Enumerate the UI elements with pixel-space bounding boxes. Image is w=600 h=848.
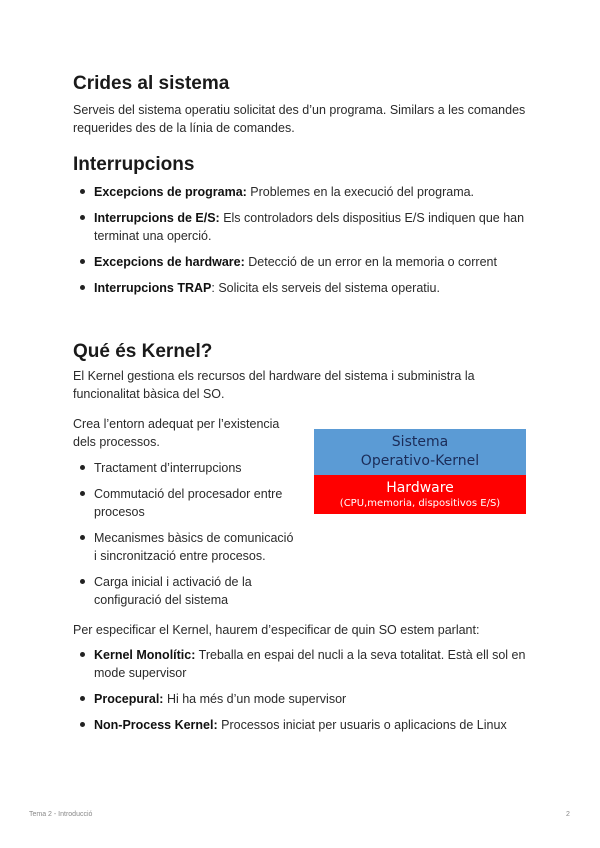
list-item-text: : Solicita els serveis del sistema operatiu.: [211, 281, 440, 295]
list-item-text: Els controladors dels dispositius E/S indiquen que han: [219, 211, 525, 225]
heading-crides-al-sistema: Crides al sistema: [73, 73, 230, 94]
list-item: [73, 253, 533, 271]
list-item-term: Procepural:: [94, 692, 164, 706]
list-item-term: Interrupcions de E/S:: [94, 211, 220, 225]
kernel-types-list: [73, 646, 533, 734]
list-item-text: Treballa en espai del nucli a la seva totalitat. Està ell sol en: [195, 648, 526, 662]
list-item: [73, 485, 298, 521]
list-item-text-continued: mode supervisor: [94, 666, 187, 680]
bullet-icon: [80, 465, 85, 470]
list-item-text-continued: i sincronització entre procesos.: [94, 549, 266, 563]
footer-page-number: 2: [566, 811, 570, 818]
list-item-text: Processos iniciat per usuaris o aplicacions de Linux: [217, 718, 507, 732]
bullet-icon: [80, 652, 85, 657]
list-item-text: Detecció de un error en la memoria o corrent: [244, 255, 497, 269]
list-item-term: Non-Process Kernel:: [94, 718, 218, 732]
crides-description: [73, 101, 525, 137]
crides-line-1: Serveis del sistema operatiu solicitat des d’un programa. Similars a les comandes: [73, 103, 526, 117]
diagram-kernel-line-1: Sistema: [391, 434, 449, 450]
bullet-icon: [80, 215, 85, 220]
list-item-term: Excepcions de programa:: [94, 185, 247, 199]
diagram-hardware-label: Hardware: [386, 480, 454, 496]
kernel-intro-line-2: funcionalitat bàsica del SO.: [73, 387, 225, 401]
list-item-term: Excepcions de hardware:: [94, 255, 245, 269]
crides-line-2: requerides des de la línia de comandes.: [73, 121, 295, 135]
list-item-text: Tractament d’interrupcions: [94, 461, 242, 475]
bullet-icon: [80, 285, 85, 290]
list-item: [73, 716, 533, 734]
bullet-icon: [80, 535, 85, 540]
list-item-text: Mecanismes bàsics de comunicació: [94, 531, 294, 545]
bullet-icon: [80, 491, 85, 496]
list-item-text: Commutació del procesador entre: [94, 487, 283, 501]
kernel-types-intro: Per especificar el Kernel, haurem d’especificar de quin SO estem parlant:: [73, 623, 480, 637]
diagram-hardware-layer: [314, 475, 526, 514]
list-item-term: Interrupcions TRAP: [94, 281, 212, 295]
kernel-intro: [73, 367, 475, 403]
kernel-crea-line-1: Crea l’entorn adequat per l’existencia: [73, 417, 280, 431]
bullet-icon: [80, 189, 85, 194]
bullet-icon: [80, 259, 85, 264]
kernel-crea-text: [73, 415, 279, 451]
list-item-text-continued: procesos: [94, 505, 145, 519]
list-item: [73, 183, 533, 201]
bullet-icon: [80, 722, 85, 727]
list-item-text: Carga inicial i activació de la: [94, 575, 252, 589]
diagram-kernel-line-2: Operativo-Kernel: [360, 453, 480, 469]
list-item-text-continued: configuració del sistema: [94, 593, 229, 607]
list-item-text: Hi ha més d’un mode supervisor: [163, 692, 347, 706]
bullet-icon: [80, 579, 85, 584]
list-item: [73, 279, 533, 297]
heading-que-es-kernel: Qué és Kernel?: [73, 341, 213, 362]
kernel-crea-line-2: dels processos.: [73, 435, 160, 449]
kernel-functions-list: [73, 459, 298, 609]
list-item: [73, 209, 533, 245]
list-item: [73, 459, 298, 477]
footer-doc-title: Tema 2 - Introducció: [29, 811, 93, 818]
diagram-hardware-sub: (CPU,memoria, dispositivos E/S): [339, 498, 501, 509]
list-item: [73, 529, 298, 565]
kernel-hardware-diagram: [314, 429, 526, 514]
heading-interrupcions: Interrupcions: [73, 154, 195, 175]
list-item: [73, 573, 298, 609]
list-item: [73, 646, 533, 682]
kernel-intro-line-1: El Kernel gestiona els recursos del hardware del sistema i subministra la: [73, 369, 475, 383]
interrupcions-list: [73, 183, 533, 297]
list-item-text-continued: terminat una operció.: [94, 229, 212, 243]
list-item-term: Kernel Monolític:: [94, 648, 196, 662]
list-item-text: Problemes en la execució del programa.: [246, 185, 475, 199]
list-item: [73, 690, 533, 708]
bullet-icon: [80, 696, 85, 701]
diagram-kernel-layer: [314, 429, 526, 475]
